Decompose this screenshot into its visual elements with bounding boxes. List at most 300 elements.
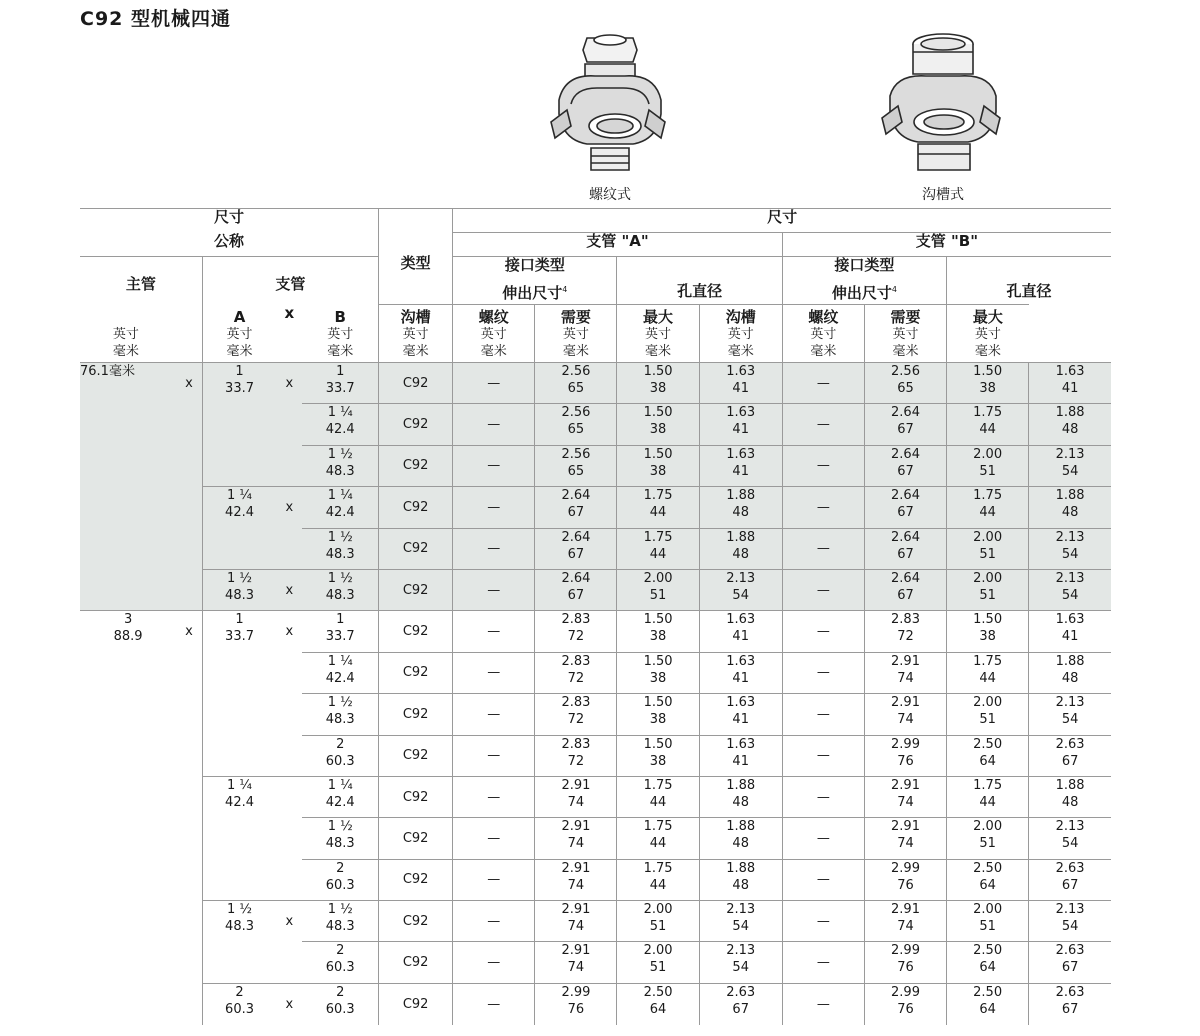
unit-inch: 英寸 bbox=[974, 327, 1001, 342]
threaded-a-inch: 2.91 bbox=[561, 943, 591, 959]
max-b bbox=[1029, 445, 1111, 486]
required-b-mm: 64 bbox=[979, 960, 996, 976]
unit-inch: 英寸 bbox=[645, 327, 672, 342]
grooved-b: — bbox=[782, 569, 864, 610]
required-a-mm: 44 bbox=[649, 794, 667, 810]
unit-mm: 毫米 bbox=[402, 344, 429, 359]
header-required-b-label: 需要 bbox=[890, 308, 921, 326]
required-a-mm: 51 bbox=[649, 587, 667, 603]
required-b-inch: 2.50 bbox=[973, 736, 1003, 752]
branch-x bbox=[276, 818, 302, 859]
threaded-b bbox=[864, 818, 946, 859]
max-b-inch: 1.63 bbox=[1055, 612, 1085, 628]
unit-inch: 英寸 bbox=[226, 327, 253, 342]
max-b-inch: 1.63 bbox=[1055, 364, 1085, 379]
required-b-inch: 1.75 bbox=[973, 488, 1003, 504]
threaded-b-inch: 2.64 bbox=[891, 446, 920, 462]
required-a-mm: 44 bbox=[649, 505, 667, 521]
max-b-mm: 54 bbox=[1061, 546, 1079, 562]
branch-x bbox=[276, 404, 302, 445]
table-row bbox=[80, 942, 1111, 983]
page-title: C92 型机械四通 bbox=[80, 8, 231, 30]
threaded-a bbox=[535, 901, 617, 942]
threaded-a-mm: 72 bbox=[567, 670, 585, 686]
grooved-b: — bbox=[782, 611, 864, 652]
required-a-inch: 1.75 bbox=[643, 819, 673, 835]
header-grooved-a bbox=[379, 305, 453, 363]
max-b-inch: 2.63 bbox=[1055, 943, 1085, 959]
type-cell: C92 bbox=[379, 942, 453, 983]
unit-inch: 英寸 bbox=[480, 327, 507, 342]
max-b bbox=[1029, 611, 1111, 652]
grooved-a: — bbox=[453, 445, 535, 486]
max-b-inch: 1.88 bbox=[1055, 653, 1085, 669]
header-takeout-a-label: 伸出尺寸 bbox=[502, 283, 563, 302]
max-b-mm: 54 bbox=[1061, 587, 1079, 603]
threaded-b-mm: 74 bbox=[897, 836, 914, 852]
header-branch-a: 支管 "A" bbox=[453, 233, 783, 257]
grooved-b: — bbox=[782, 652, 864, 693]
header-b: B bbox=[334, 308, 346, 326]
max-a-mm: 41 bbox=[732, 629, 749, 645]
header-takeout-a-sup: 4 bbox=[562, 284, 568, 294]
threaded-b bbox=[864, 694, 946, 735]
type-cell: C92 bbox=[379, 611, 453, 652]
branch-x: x bbox=[276, 487, 302, 528]
required-a bbox=[617, 859, 699, 900]
threaded-b bbox=[864, 776, 946, 817]
run-x bbox=[176, 528, 202, 569]
required-a-mm: 38 bbox=[649, 422, 667, 438]
unit-mm: 毫米 bbox=[727, 344, 754, 359]
run-size bbox=[80, 363, 176, 404]
threaded-a-mm: 74 bbox=[567, 794, 585, 810]
threaded-b-mm: 76 bbox=[897, 877, 914, 893]
required-b-mm: 51 bbox=[979, 712, 996, 728]
max-b-inch: 2.63 bbox=[1055, 860, 1085, 876]
max-b bbox=[1029, 818, 1111, 859]
grooved-b: — bbox=[782, 404, 864, 445]
max-b bbox=[1029, 404, 1111, 445]
grooved-b: — bbox=[782, 694, 864, 735]
header-required-a-label: 需要 bbox=[560, 308, 591, 326]
required-a-inch: 1.50 bbox=[643, 653, 673, 669]
max-b-inch: 1.88 bbox=[1055, 777, 1085, 793]
threaded-a-mm: 65 bbox=[567, 463, 585, 479]
threaded-b bbox=[864, 983, 946, 1024]
branch-b-size bbox=[302, 983, 378, 1024]
table-row bbox=[80, 735, 1111, 776]
branch-a-size bbox=[202, 528, 276, 569]
required-b-mm: 44 bbox=[979, 505, 996, 521]
max-b-inch: 2.13 bbox=[1055, 529, 1085, 545]
branch-b-size bbox=[302, 652, 378, 693]
max-a bbox=[699, 363, 782, 404]
branch-b-size-inch: 2 bbox=[336, 943, 345, 959]
run-x bbox=[176, 859, 202, 900]
max-a bbox=[699, 983, 782, 1024]
unit-inch: 英寸 bbox=[402, 327, 429, 342]
grooved-a: — bbox=[453, 942, 535, 983]
header-takeout-b-label: 伸出尺寸 bbox=[831, 283, 892, 302]
max-a-inch: 2.13 bbox=[726, 570, 756, 586]
required-a bbox=[617, 528, 699, 569]
required-b bbox=[947, 859, 1029, 900]
branch-b-size bbox=[302, 445, 378, 486]
branch-b-size bbox=[302, 611, 378, 652]
required-a-mm: 38 bbox=[649, 670, 667, 686]
max-b-mm: 67 bbox=[1061, 960, 1079, 976]
header-threaded-b bbox=[782, 305, 864, 363]
required-b bbox=[947, 735, 1029, 776]
required-a-inch: 1.75 bbox=[643, 529, 673, 545]
threaded-b-mm: 74 bbox=[897, 794, 914, 810]
threaded-a-mm: 72 bbox=[567, 629, 585, 645]
threaded-a-inch: 2.83 bbox=[561, 695, 591, 711]
header-takeout-a bbox=[453, 281, 617, 305]
type-cell: C92 bbox=[379, 776, 453, 817]
header-hole-dia-b-label: 孔直径 bbox=[1006, 282, 1052, 300]
threaded-b-mm: 67 bbox=[897, 422, 914, 438]
max-a bbox=[699, 487, 782, 528]
branch-b-size bbox=[302, 363, 378, 404]
max-a-mm: 41 bbox=[732, 463, 749, 479]
required-b-inch: 1.50 bbox=[973, 612, 1003, 628]
max-b-inch: 1.88 bbox=[1055, 405, 1085, 421]
branch-b-size-mm: 48.3 bbox=[325, 587, 355, 603]
branch-a-size bbox=[202, 611, 276, 652]
branch-a-size bbox=[202, 942, 276, 983]
branch-a-size bbox=[202, 487, 276, 528]
branch-a-size bbox=[202, 901, 276, 942]
run-size bbox=[80, 942, 176, 983]
max-a bbox=[699, 694, 782, 735]
header-branch-b: 支管 "B" bbox=[782, 233, 1111, 257]
header-x-col bbox=[276, 305, 302, 363]
max-b-mm: 41 bbox=[1061, 381, 1079, 396]
max-a bbox=[699, 901, 782, 942]
required-a bbox=[617, 652, 699, 693]
branch-a-size-mm: 48.3 bbox=[225, 587, 254, 603]
run-size bbox=[80, 901, 176, 942]
max-a bbox=[699, 611, 782, 652]
max-b-mm: 48 bbox=[1061, 422, 1079, 438]
required-b-inch: 2.00 bbox=[973, 446, 1003, 462]
unit-mm: 毫米 bbox=[480, 344, 507, 359]
required-a-inch: 1.75 bbox=[643, 860, 673, 876]
max-a-inch: 1.63 bbox=[726, 653, 756, 669]
header-hole-dia-b bbox=[947, 257, 1111, 305]
branch-b-size bbox=[302, 487, 378, 528]
run-x bbox=[176, 735, 202, 776]
branch-a-size bbox=[202, 652, 276, 693]
threaded-b bbox=[864, 569, 946, 610]
required-b bbox=[947, 901, 1029, 942]
run-x bbox=[176, 983, 202, 1024]
threaded-a bbox=[535, 404, 617, 445]
grooved-a: — bbox=[453, 901, 535, 942]
branch-a-size-inch: 1 bbox=[235, 364, 244, 379]
unit-inch: 英寸 bbox=[562, 327, 589, 342]
threaded-a bbox=[535, 859, 617, 900]
threaded-b-inch: 2.91 bbox=[891, 777, 920, 793]
grooved-b: — bbox=[782, 528, 864, 569]
header-a-col bbox=[202, 305, 276, 363]
required-b bbox=[947, 694, 1029, 735]
required-b-inch: 1.75 bbox=[973, 653, 1003, 669]
figure-threaded bbox=[545, 30, 675, 204]
required-b-mm: 64 bbox=[979, 1001, 996, 1017]
required-b bbox=[947, 487, 1029, 528]
unit-mm: 毫米 bbox=[327, 344, 354, 359]
max-b bbox=[1029, 942, 1111, 983]
branch-a-size bbox=[202, 363, 276, 404]
max-b-mm: 54 bbox=[1061, 919, 1079, 935]
branch-a-size-inch: 1 bbox=[235, 612, 244, 628]
max-a-inch: 1.63 bbox=[726, 695, 756, 711]
threaded-a-mm: 72 bbox=[567, 753, 585, 769]
max-a-inch: 2.13 bbox=[726, 902, 756, 918]
type-cell: C92 bbox=[379, 901, 453, 942]
type-cell: C92 bbox=[379, 694, 453, 735]
threaded-a-inch: 2.91 bbox=[561, 777, 591, 793]
required-b-mm: 51 bbox=[979, 546, 996, 562]
unit-inch: 英寸 bbox=[727, 327, 754, 342]
branch-b-size-inch: 2 bbox=[336, 736, 345, 752]
threaded-b-inch: 2.64 bbox=[891, 405, 920, 421]
branch-b-size bbox=[302, 901, 378, 942]
branch-b-size-inch: 1 ½ bbox=[327, 446, 353, 462]
required-a-mm: 38 bbox=[649, 381, 667, 396]
branch-b-size bbox=[302, 569, 378, 610]
required-a bbox=[617, 363, 699, 404]
threaded-a bbox=[535, 983, 617, 1024]
threaded-b-inch: 2.91 bbox=[891, 653, 920, 669]
max-b bbox=[1029, 569, 1111, 610]
branch-a-size bbox=[202, 445, 276, 486]
threaded-a-inch: 2.83 bbox=[561, 653, 591, 669]
required-b-inch: 1.50 bbox=[973, 364, 1003, 379]
max-a-inch: 1.88 bbox=[726, 488, 756, 504]
max-b-mm: 54 bbox=[1061, 463, 1079, 479]
threaded-a bbox=[535, 694, 617, 735]
required-b bbox=[947, 818, 1029, 859]
type-cell: C92 bbox=[379, 487, 453, 528]
run-x bbox=[176, 487, 202, 528]
max-b bbox=[1029, 363, 1111, 404]
max-a-inch: 1.88 bbox=[726, 777, 756, 793]
threaded-a-inch: 2.64 bbox=[561, 570, 591, 586]
threaded-b-inch: 2.64 bbox=[891, 488, 920, 504]
branch-a-size bbox=[202, 569, 276, 610]
header-x: x bbox=[284, 303, 295, 322]
threaded-b-inch: 2.64 bbox=[891, 570, 920, 586]
max-a bbox=[699, 404, 782, 445]
branch-b-size-inch: 1 bbox=[336, 612, 345, 628]
threaded-b-mm: 76 bbox=[897, 960, 914, 976]
max-a-inch: 1.63 bbox=[726, 405, 756, 421]
branch-b-size-mm: 48.3 bbox=[325, 919, 355, 935]
header-b-col bbox=[302, 305, 378, 363]
run-size bbox=[80, 818, 176, 859]
branch-a-size-mm: 48.3 bbox=[225, 919, 254, 935]
required-a-inch: 1.50 bbox=[643, 736, 673, 752]
run-x bbox=[176, 445, 202, 486]
threaded-b bbox=[864, 404, 946, 445]
max-b bbox=[1029, 983, 1111, 1024]
run-x: x bbox=[176, 611, 202, 652]
max-b bbox=[1029, 735, 1111, 776]
branch-b-size bbox=[302, 528, 378, 569]
required-b-mm: 51 bbox=[979, 587, 996, 603]
branch-b-size bbox=[302, 859, 378, 900]
grooved-a: — bbox=[453, 859, 535, 900]
grooved-b: — bbox=[782, 983, 864, 1024]
threaded-a-mm: 74 bbox=[567, 960, 585, 976]
branch-x bbox=[276, 652, 302, 693]
grooved-b: — bbox=[782, 776, 864, 817]
max-a bbox=[699, 859, 782, 900]
branch-a-size bbox=[202, 694, 276, 735]
grooved-a: — bbox=[453, 652, 535, 693]
required-b bbox=[947, 776, 1029, 817]
header-max-a bbox=[617, 305, 699, 363]
max-b-mm: 54 bbox=[1061, 712, 1079, 728]
required-a-mm: 44 bbox=[649, 836, 667, 852]
branch-b-size-inch: 1 ½ bbox=[327, 570, 353, 586]
required-a-mm: 44 bbox=[649, 877, 667, 893]
threaded-a bbox=[535, 363, 617, 404]
required-b-inch: 2.00 bbox=[973, 902, 1003, 918]
required-a-inch: 1.50 bbox=[643, 405, 673, 421]
branch-a-size-mm: 42.4 bbox=[225, 505, 254, 521]
header-size: 尺寸 bbox=[80, 209, 379, 233]
run-size bbox=[80, 776, 176, 817]
threaded-b bbox=[864, 487, 946, 528]
branch-b-size-inch: 2 bbox=[336, 984, 345, 1000]
threaded-a bbox=[535, 776, 617, 817]
grooved-b: — bbox=[782, 735, 864, 776]
branch-b-size-inch: 1 ¼ bbox=[327, 488, 353, 504]
branch-a-size bbox=[202, 404, 276, 445]
run-size bbox=[80, 487, 176, 528]
required-a-mm: 38 bbox=[649, 753, 667, 769]
required-b-inch: 2.50 bbox=[973, 943, 1003, 959]
max-a bbox=[699, 528, 782, 569]
branch-b-size bbox=[302, 735, 378, 776]
required-a bbox=[617, 983, 699, 1024]
max-a-mm: 48 bbox=[732, 877, 749, 893]
header-threaded-a-label: 螺纹 bbox=[478, 308, 509, 326]
branch-b-size-mm: 33.7 bbox=[325, 381, 355, 396]
branch-x: x bbox=[276, 983, 302, 1024]
threaded-a-mm: 74 bbox=[567, 877, 585, 893]
required-a-mm: 38 bbox=[649, 712, 667, 728]
threaded-a-mm: 74 bbox=[567, 919, 585, 935]
max-a-inch: 1.63 bbox=[726, 364, 756, 379]
required-b bbox=[947, 652, 1029, 693]
threaded-a-mm: 67 bbox=[567, 587, 585, 603]
required-b-inch: 2.00 bbox=[973, 819, 1003, 835]
header-hole-dia-a-label: 孔直径 bbox=[677, 282, 723, 300]
grooved-cross-fitting-icon bbox=[878, 30, 1008, 178]
header-outlet-type-a: 接口类型 bbox=[453, 257, 617, 281]
grooved-a: — bbox=[453, 776, 535, 817]
threaded-a-inch: 2.99 bbox=[561, 984, 591, 1000]
header-main-units bbox=[80, 305, 202, 363]
header-threaded-b-label: 螺纹 bbox=[808, 308, 839, 326]
max-b-inch: 2.13 bbox=[1055, 819, 1085, 835]
unit-mm: 毫米 bbox=[810, 344, 837, 359]
grooved-a: — bbox=[453, 528, 535, 569]
header-grooved-a-label: 沟槽 bbox=[400, 308, 431, 326]
branch-x bbox=[276, 735, 302, 776]
threaded-a-inch: 2.64 bbox=[561, 488, 591, 504]
threaded-a-inch: 2.91 bbox=[561, 819, 591, 835]
branch-x bbox=[276, 694, 302, 735]
header-a: A bbox=[233, 308, 246, 326]
required-a-inch: 1.75 bbox=[643, 488, 673, 504]
max-b bbox=[1029, 528, 1111, 569]
required-b-inch: 1.75 bbox=[973, 405, 1003, 421]
run-size-inch: 3 bbox=[123, 612, 133, 628]
required-a bbox=[617, 611, 699, 652]
max-b-inch: 2.13 bbox=[1055, 695, 1085, 711]
threaded-a-inch: 2.83 bbox=[561, 736, 591, 752]
table-row bbox=[80, 859, 1111, 900]
grooved-a: — bbox=[453, 694, 535, 735]
threaded-b-inch: 2.56 bbox=[891, 364, 920, 379]
max-b-mm: 67 bbox=[1061, 1001, 1079, 1017]
max-a-mm: 41 bbox=[732, 670, 749, 686]
run-x bbox=[176, 901, 202, 942]
threaded-b-mm: 74 bbox=[897, 712, 914, 728]
unit-inch: 英寸 bbox=[327, 327, 354, 342]
required-b-mm: 51 bbox=[979, 919, 996, 935]
table-row bbox=[80, 611, 1111, 652]
required-a-inch: 1.50 bbox=[643, 695, 673, 711]
required-a bbox=[617, 818, 699, 859]
branch-a-size bbox=[202, 818, 276, 859]
branch-x bbox=[276, 942, 302, 983]
unit-mm: 毫米 bbox=[974, 344, 1001, 359]
max-b bbox=[1029, 652, 1111, 693]
header-main bbox=[80, 257, 202, 305]
type-cell: C92 bbox=[379, 859, 453, 900]
threaded-a-mm: 65 bbox=[567, 381, 585, 396]
branch-a-size-inch: 2 bbox=[235, 984, 244, 1000]
threaded-b-mm: 72 bbox=[897, 629, 914, 645]
max-b bbox=[1029, 776, 1111, 817]
max-a-inch: 1.63 bbox=[726, 736, 756, 752]
required-a-inch: 1.50 bbox=[643, 364, 673, 379]
max-b-mm: 48 bbox=[1061, 505, 1079, 521]
branch-x: x bbox=[276, 901, 302, 942]
threaded-b bbox=[864, 859, 946, 900]
run-size bbox=[80, 735, 176, 776]
threaded-b bbox=[864, 901, 946, 942]
required-a-inch: 1.75 bbox=[643, 777, 673, 793]
run-x bbox=[176, 569, 202, 610]
grooved-a: — bbox=[453, 983, 535, 1024]
header-branch bbox=[202, 257, 378, 305]
branch-b-size-mm: 48.3 bbox=[325, 712, 355, 728]
max-a bbox=[699, 445, 782, 486]
threaded-a-inch: 2.56 bbox=[561, 364, 591, 379]
required-b-mm: 64 bbox=[979, 877, 996, 893]
type-cell: C92 bbox=[379, 652, 453, 693]
table-row bbox=[80, 569, 1111, 610]
